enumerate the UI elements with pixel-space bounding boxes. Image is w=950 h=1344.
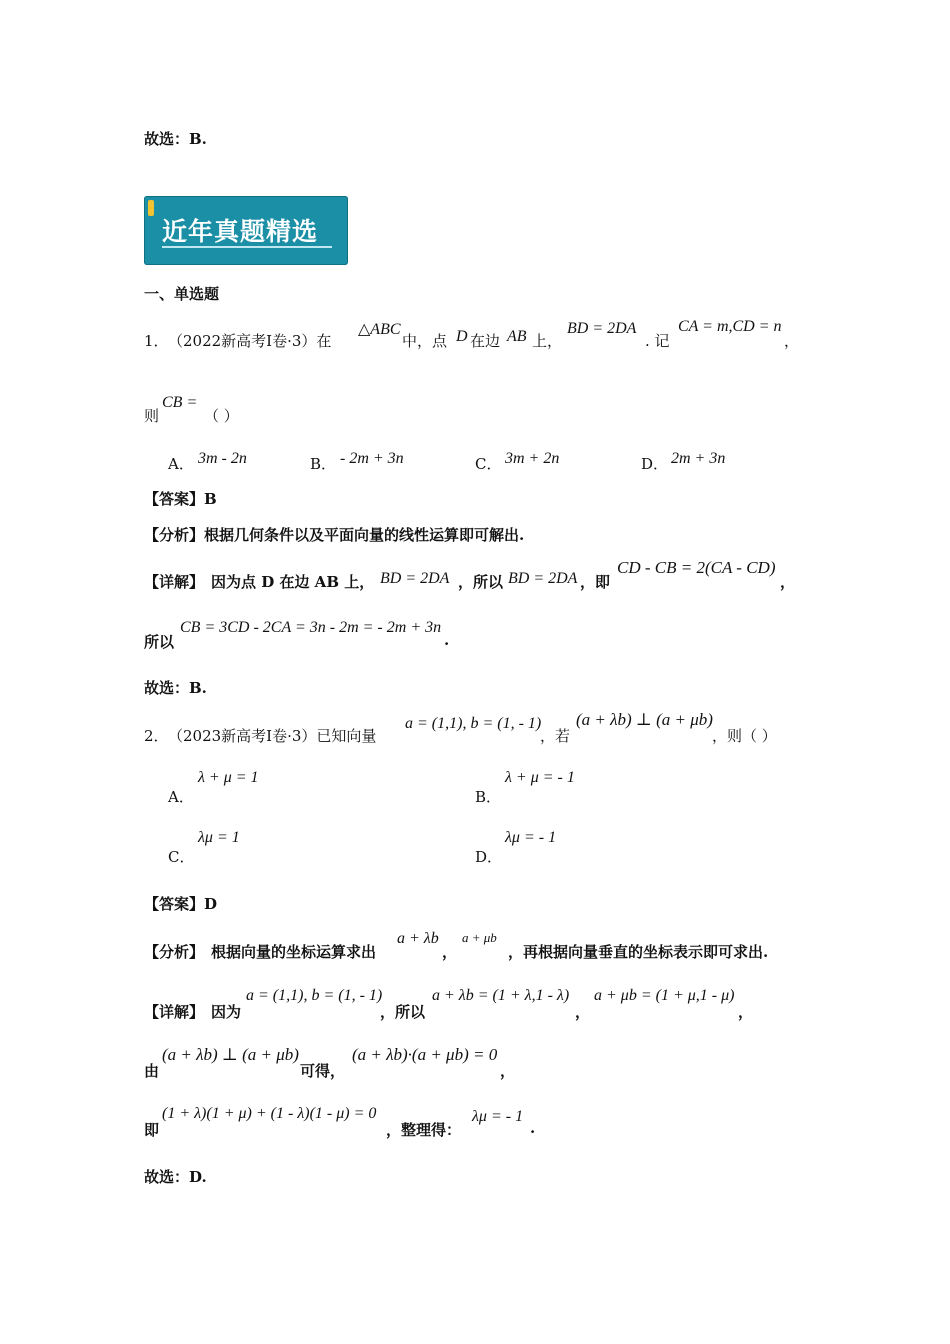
q1-triangle: △ABC — [358, 321, 401, 338]
q2-conclusion: 故选：D. — [144, 1168, 207, 1186]
q2-text-1: ，若 — [540, 727, 571, 745]
q1-option-b-label: B． — [310, 455, 337, 473]
q1-point-d: D — [456, 328, 468, 345]
q1-source: （2022新高考Ⅰ卷·3）在 — [168, 332, 332, 350]
q1-text-2: 在边 — [470, 332, 501, 350]
q1-text-1: 中，点 — [402, 332, 448, 350]
banner-tab-decoration — [148, 200, 154, 216]
q1-analysis-tag: 【分析】 — [144, 526, 205, 544]
q2-answer-tag: 【答案】 — [144, 895, 205, 913]
q2-option-d-expr: λμ = - 1 — [505, 829, 557, 846]
q2-analysis-1-math: a + λb — [397, 930, 439, 947]
q2-ie-math: (1 + λ)(1 + μ) + (1 - λ)(1 - μ) = 0 — [162, 1105, 377, 1122]
q1-detail-2: ，所以 — [458, 573, 504, 591]
banner-title: 近年真题精选 — [162, 217, 319, 246]
q2-detail-4: ， — [738, 1003, 754, 1021]
q1-conclusion: 故选：B. — [144, 679, 207, 697]
q2-by-math: (a + λb) ⊥ (a + μb) — [162, 1045, 299, 1064]
q1-option-b-expr: - 2m + 3n — [340, 450, 404, 467]
q1-analysis-text: 根据几何条件以及平面向量的线性运算即可解出. — [204, 526, 525, 544]
q1-side-ab: AB — [507, 328, 527, 345]
q2-perp: (a + λb) ⊥ (a + μb) — [576, 710, 713, 729]
q2-option-a-expr: λ + μ = 1 — [198, 769, 259, 786]
q2-analysis-2-math: a + μb — [462, 930, 497, 945]
q2-by: 由 — [144, 1062, 160, 1080]
q1-option-a-label: A． — [168, 455, 194, 473]
q1-analysis — [144, 524, 524, 545]
q1-option-c-expr: 3m + 2n — [505, 450, 560, 467]
q1-detail-1-math: BD = 2DA — [380, 570, 450, 587]
q1-text-4: . 记 — [645, 332, 670, 350]
q2-detail-2: ，所以 — [380, 1003, 426, 1021]
q1-detail-4: ， — [780, 573, 796, 591]
q1-detail-3: ，即 — [580, 573, 611, 591]
q1-detail-tag: 【详解】 — [144, 573, 205, 591]
q1-answer-tag: 【答案】 — [144, 490, 205, 508]
section-banner — [144, 196, 348, 265]
q2-option-a-label: A． — [168, 788, 194, 806]
q2-option-b-label: B． — [475, 788, 502, 806]
q2-detail-tag: 【详解】 — [144, 1003, 205, 1021]
q1-detail-2-math: BD = 2DA — [508, 570, 578, 587]
q1-so-math: CB = 3CD - 2CA = 3n - 2m = - 2m + 3n — [180, 619, 442, 636]
q2-ie-2: ，整理得： — [386, 1121, 462, 1139]
q2-detail-3: ， — [575, 1003, 591, 1021]
q2-analysis-3: ，再根据向量垂直的坐标表示即可求出. — [508, 943, 769, 961]
q2-by-2-math: (a + λb)·(a + μb) = 0 — [352, 1045, 498, 1064]
q1-text-3: 上， — [532, 332, 563, 350]
q2-number: 2． — [144, 727, 169, 745]
q1-option-d-label: D． — [641, 455, 669, 473]
q2-detail-2-math: a + λb = (1 + λ,1 - λ) — [432, 987, 570, 1004]
q1-text-5: ， — [784, 332, 800, 350]
banner-underline — [162, 246, 332, 248]
q2-ie-2-math: λμ = - 1 — [472, 1108, 524, 1125]
q2-analysis-1: 根据向量的坐标运算求出 — [211, 943, 377, 961]
q1-condition: BD = 2DA — [567, 320, 637, 337]
q2-detail-1: 因为 — [211, 1003, 242, 1021]
q2-ie-3: . — [530, 1119, 536, 1137]
q2-by-3: ， — [500, 1062, 516, 1080]
q2-option-b-expr: λ + μ = - 1 — [505, 769, 575, 786]
conclusion-prev: 故选：B. — [144, 130, 207, 148]
q2-option-c-label: C． — [168, 848, 195, 866]
q1-ask: CB = — [162, 394, 198, 411]
q2-vectors: a = (1,1), b = (1, - 1) — [405, 715, 542, 732]
q1-detail-3-math: CD - CB = 2(CA - CD) — [617, 558, 776, 577]
q2-text-2: ，则（ ） — [712, 727, 777, 745]
q1-option-a-expr: 3m - 2n — [198, 450, 247, 467]
q2-ie: 即 — [144, 1121, 160, 1139]
q2-detail-3-math: a + μb = (1 + μ,1 - μ) — [594, 987, 735, 1004]
q1-detail-1: 因为点 D 在边 AB 上， — [211, 573, 375, 591]
q1-so-dot: . — [444, 631, 450, 649]
q2-analysis-2: ， — [442, 943, 458, 961]
q1-answer — [144, 488, 217, 509]
q1-so: 所以 — [144, 633, 175, 651]
q1-paren: （ ） — [204, 407, 239, 425]
q2-by-2: 可得， — [300, 1062, 346, 1080]
q2-detail-1-math: a = (1,1), b = (1, - 1) — [246, 987, 383, 1004]
q1-answer-value: B — [204, 490, 217, 508]
q2-answer — [144, 893, 217, 914]
q1-then: 则 — [144, 407, 160, 425]
q2-source: （2023新高考Ⅰ卷·3）已知向量 — [168, 727, 377, 745]
section-heading: 一、单选题 — [144, 285, 220, 303]
q1-option-d-expr: 2m + 3n — [671, 450, 726, 467]
q2-option-d-label: D． — [475, 848, 503, 866]
q2-answer-value: D — [204, 895, 218, 913]
q1-definition: CA = m,CD = n — [678, 318, 782, 335]
q1-number: 1． — [144, 332, 169, 350]
q2-analysis-tag: 【分析】 — [144, 943, 205, 961]
q2-option-c-expr: λμ = 1 — [198, 829, 240, 846]
q1-option-c-label: C． — [475, 455, 502, 473]
